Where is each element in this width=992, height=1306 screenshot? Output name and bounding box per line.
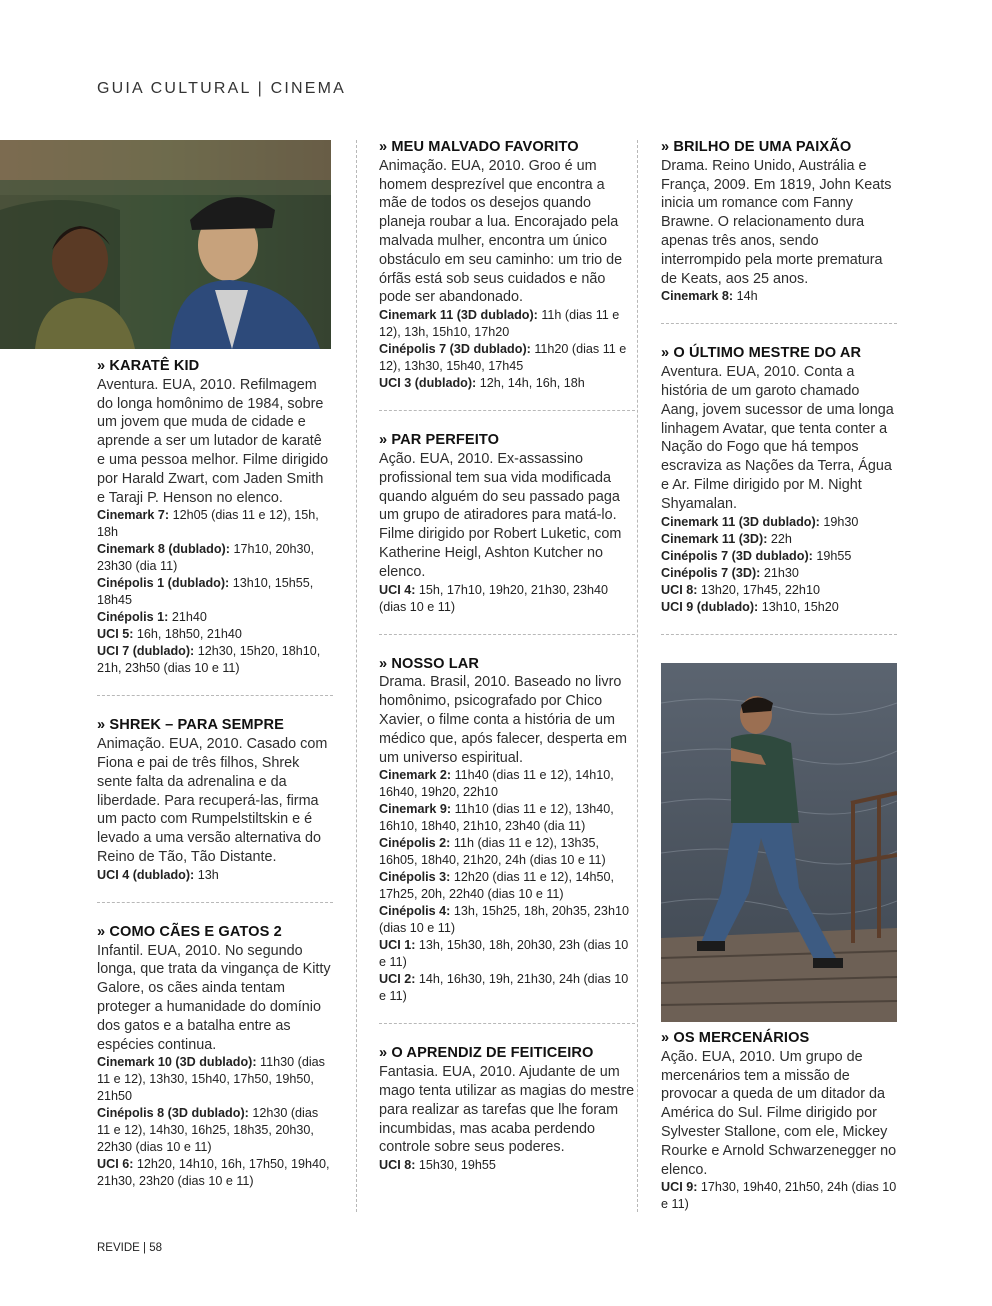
movie-title: » NOSSO LAR: [379, 655, 480, 672]
movie-description: Animação. EUA, 2010. Casado com Fiona e pai de três filhos, Shrek sente falta da adrenalina e da liberdade. Para recuperá-las, firma um pacto com Rumpelstiltskin e é levado a uma versão alternativa do Reino de Tão, Tão Distante.: [97, 736, 328, 865]
cinema-label: UCI 5:: [97, 627, 134, 642]
showtime-text: 14h: [733, 289, 758, 304]
movie-description: Aventura. EUA, 2010. Refilmagem do longa homônimo de 1984, sobre um jovem que muda de cidade e aprende a ser um lutador de karatê e uma pessoa melhor. Filme dirigido por Harald Zwart, com Jaden Smith e Taraji P. Henson no elenco.: [97, 376, 329, 506]
movie-description: Ação. EUA, 2010. Um grupo de mercenários tem a missão de provocar a queda de um ditador da América do Sul. Filme dirigido por Sylvester Stallone, com ele, Mickey Rourke e Arnold Schwarzenegger no elenco.: [661, 1048, 897, 1178]
movie-entry: [661, 344, 897, 615]
cinema-label: Cinépolis 7 (3D):: [661, 565, 761, 580]
showtime-text: 11h20 (dias 11 e 12), 13h30, 15h40, 17h45: [379, 342, 627, 374]
movie-entry: [661, 138, 897, 305]
cinema-label: Cinemark 11 (3D dublado):: [379, 308, 538, 323]
cinema-label: Cinemark 8:: [661, 289, 734, 304]
movie-title: » SHREK – PARA SEMPRE: [97, 717, 284, 734]
movie-entry: [379, 138, 635, 392]
showtimes: [97, 1054, 333, 1190]
showtime-text: 13h, 15h25, 18h, 20h35, 23h10 (dias 10 e 11): [379, 904, 629, 936]
cinema-label: Cinépolis 8 (3D dublado):: [97, 1106, 249, 1121]
showtime-text: 13h10, 15h20: [758, 599, 839, 614]
entry-separator: [97, 695, 333, 696]
showtime-text: 13h10, 15h55, 18h45: [97, 576, 314, 608]
showtime-text: 14h, 16h30, 19h, 21h30, 24h (dias 10 e 11): [379, 972, 629, 1004]
showtime-text: 12h, 14h, 16h, 18h: [476, 376, 585, 391]
movie-description: Drama. Brasil, 2010. Baseado no livro homônimo, psicografado por Chico Xavier, o filme conta a história de um médico que, após falecer, desperta em um universo espiritual.: [379, 674, 627, 766]
entry-separator: [97, 902, 333, 903]
cinema-label: UCI 6:: [97, 1157, 134, 1172]
showtime-text: 19h30: [819, 514, 859, 529]
cinema-label: UCI 4:: [379, 582, 416, 597]
movie-entry: [661, 1029, 897, 1213]
showtime-text: 17h30, 19h40, 21h50, 24h (dias 10 e 11): [661, 1180, 897, 1212]
showtimes: [661, 1179, 897, 1213]
cinema-label: UCI 1:: [379, 938, 416, 953]
movie-title: » MEU MALVADO FAVORITO: [379, 139, 579, 155]
cinema-label: Cinépolis 7 (3D dublado):: [379, 342, 531, 357]
showtimes: [379, 767, 635, 1005]
showtime-text: 11h40 (dias 11 e 12), 14h10, 16h40, 19h20, 22h10: [379, 768, 614, 800]
showtime-text: 15h, 17h10, 19h20, 21h30, 23h40 (dias 10 e 11): [379, 582, 608, 614]
showtime-text: 22h: [767, 531, 792, 546]
column-3-bottom: [661, 1029, 897, 1213]
cinema-label: Cinemark 7:: [97, 508, 170, 523]
showtime-text: 17h10, 20h30, 23h30 (dia 11): [97, 542, 314, 574]
movie-entry: [97, 716, 333, 883]
section-header: GUIA CULTURAL | CINEMA: [97, 80, 347, 97]
cinema-label: Cinemark 11 (3D):: [661, 531, 768, 546]
karate-kid-photo: [0, 140, 331, 349]
cinema-label: Cinépolis 3:: [379, 870, 451, 885]
movie-entry: [379, 1044, 635, 1174]
movie-entry: [97, 357, 333, 677]
movie-description: Infantil. EUA, 2010. No segundo longa, que trata da vingança de Kitty Galore, os cães ainda tentam proteger a humanidade do domínio dos gatos e a batalha entre as espécies continua.: [97, 942, 331, 1053]
movie-description: Fantasia. EUA, 2010. Ajudante de um mago tenta utilizar as magias do mestre para realizar as tarefas que lhe foram incumbidas, mas acaba perdendo controle sobre seus poderes.: [379, 1064, 635, 1156]
showtimes: [97, 507, 333, 677]
showtime-text: 13h20, 17h45, 22h10: [697, 582, 820, 597]
showtime-text: 12h20, 14h10, 16h, 17h50, 19h40, 21h30, 23h20 (dias 10 e 11): [97, 1157, 330, 1189]
mercenarios-photo: [661, 663, 897, 1022]
cinema-label: Cinemark 8 (dublado):: [97, 542, 230, 557]
entry-separator: [379, 410, 635, 411]
movie-title: » O APRENDIZ DE FEITICEIRO: [379, 1045, 594, 1062]
cinema-label: UCI 8:: [379, 1158, 416, 1173]
showtime-text: 11h (dias 11 e 12), 13h35, 16h05, 18h40, 21h20, 24h (dias 10 e 11): [379, 836, 606, 868]
cinema-label: UCI 7 (dublado):: [97, 644, 195, 659]
cinema-label: Cinépolis 2:: [379, 836, 451, 851]
showtime-text: 16h, 18h50, 21h40: [133, 627, 242, 642]
entry-separator: [661, 634, 897, 635]
cinema-label: Cinemark 2:: [379, 768, 452, 783]
movie-title: » BRILHO DE UMA PAIXÃO: [661, 139, 852, 155]
entry-separator: [379, 1023, 635, 1024]
showtimes: [661, 514, 897, 616]
showtime-text: 21h40: [168, 610, 207, 625]
movie-description: Drama. Reino Unido, Austrália e França, 2009. Em 1819, John Keats inicia um romance com Fanny Brawne. O relacionamento dura apenas três anos, sendo interrompido pela morte prematura de Keats, aos 25 anos.: [661, 157, 892, 287]
cinema-label: UCI 8:: [661, 582, 698, 597]
column-divider: [637, 140, 638, 1212]
cinema-label: Cinemark 11 (3D dublado):: [661, 514, 820, 529]
cinema-label: Cinemark 10 (3D dublado):: [97, 1055, 257, 1070]
column-divider: [356, 140, 357, 1212]
column-2: [379, 138, 635, 1174]
movie-entry: [379, 431, 635, 615]
movie-entry: [97, 923, 333, 1191]
cinema-label: Cinépolis 1:: [97, 610, 169, 625]
movie-description: Ação. EUA, 2010. Ex-assassino profissional tem sua vida modificada quando alguém do seu passado paga um grupo de atiradores para matá-lo. Filme dirigido por Robert Luketic, com Katherine Heigl, Ashton Kutcher no elenco.: [379, 450, 622, 580]
movie-title: » PAR PERFEITO: [379, 432, 500, 449]
movie-title: » OS MERCENÁRIOS: [661, 1030, 810, 1046]
cinema-label: UCI 3 (dublado):: [379, 376, 477, 391]
showtime-text: 13h: [194, 867, 219, 882]
showtime-text: 12h20 (dias 11 e 12), 14h50, 17h25, 20h, 22h40 (dias 10 e 11): [379, 870, 614, 902]
showtimes: [379, 582, 635, 616]
showtimes: [379, 307, 635, 392]
movie-description: Aventura. EUA, 2010. Conta a história de um garoto chamado Aang, jovem sucessor de uma longa linhagem Avatar, que tenta conter a Nação do Fogo que há tempos escraviza as Nações da Terra, Água e Ar. Filme dirigido por M. Night Shyamalan.: [661, 364, 894, 512]
cinema-label: Cinépolis 1 (dublado):: [97, 576, 230, 591]
showtime-text: 12h30 (dias 11 e 12), 14h30, 16h25, 18h35, 20h30, 22h30 (dias 10 e 11): [97, 1106, 319, 1155]
showtimes: [661, 288, 897, 305]
movie-description: Animação. EUA, 2010. Groo é um homem desprezível que encontra a mãe de todos os desejos quando planeja roubar a lua. Encorajado pela malvada mulher, encontra um único obstáculo em seu caminho: um trio de órfãs está sob seus cuidados e não pode ser abandonado.: [379, 157, 623, 306]
cinema-label: Cinépolis 7 (3D dublado):: [661, 548, 813, 563]
page-footer: REVIDE | 58: [97, 1242, 162, 1254]
entry-separator: [379, 634, 635, 635]
showtimes: [379, 1157, 635, 1174]
entry-separator: [661, 323, 897, 324]
cinema-label: UCI 4 (dublado):: [97, 867, 195, 882]
cinema-label: UCI 9 (dublado):: [661, 599, 759, 614]
showtime-text: 15h30, 19h55: [415, 1158, 496, 1173]
showtime-text: 21h30: [760, 565, 799, 580]
cinema-label: UCI 9:: [661, 1180, 698, 1195]
showtimes: [97, 867, 333, 884]
movie-title: » O ÚLTIMO MESTRE DO AR: [661, 345, 862, 362]
showtime-text: 11h (dias 11 e 12), 13h, 15h10, 17h20: [379, 308, 620, 340]
cinema-label: Cinépolis 4:: [379, 904, 451, 919]
showtime-text: 11h30 (dias 11 e 12), 13h30, 15h40, 17h50, 19h50, 21h50: [97, 1055, 325, 1104]
movie-title: » KARATÊ KID: [97, 358, 200, 374]
showtime-text: 13h, 15h30, 18h, 20h30, 23h (dias 10 e 11): [379, 938, 629, 970]
showtime-text: 11h10 (dias 11 e 12), 13h40, 16h10, 18h40, 21h10, 23h40 (dia 11): [379, 802, 614, 834]
cinema-label: UCI 2:: [379, 972, 416, 987]
showtime-text: 12h05 (dias 11 e 12), 15h, 18h: [97, 508, 319, 540]
movie-title: » COMO CÃES E GATOS 2: [97, 923, 282, 940]
column-1: [97, 357, 333, 1190]
column-3: [661, 138, 897, 655]
showtime-text: 19h55: [812, 548, 852, 563]
movie-entry: [379, 655, 635, 1006]
showtime-text: 12h30, 15h20, 18h10, 21h, 23h50 (dias 10 e 11): [97, 644, 321, 676]
cinema-label: Cinemark 9:: [379, 802, 452, 817]
